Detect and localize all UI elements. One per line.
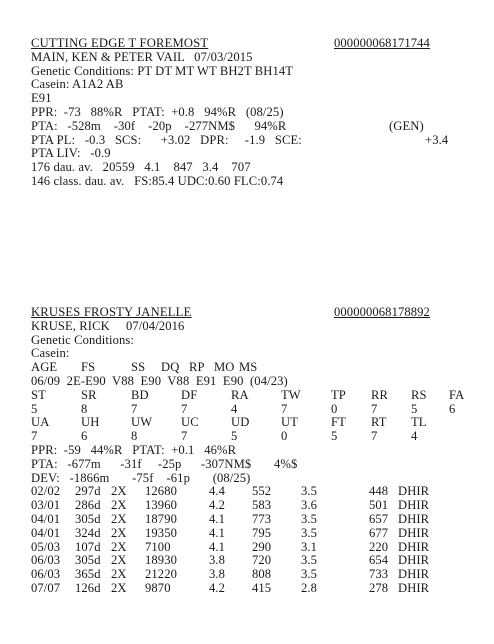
trait-value: 7 xyxy=(281,401,288,416)
pta-gen-label: (GEN) xyxy=(389,118,424,133)
lactation-cell: 2X xyxy=(111,580,127,595)
lactation-cell: 3.5 xyxy=(301,553,318,568)
registration-number: 000000068171744 xyxy=(334,36,430,50)
pta-values: PTA: -528m -30f -20p -277NM$ 94%R xyxy=(31,118,287,133)
lactation-cell: 2X xyxy=(111,498,127,513)
trait-label: FT xyxy=(331,415,346,430)
trait-label: TW xyxy=(281,387,301,402)
lactation-cell: DHIR xyxy=(398,484,430,499)
registration-number: 000000068178892 xyxy=(334,305,430,319)
pta-line: PTA: -677m -31f -25p -307NM$ 4%$ xyxy=(31,456,298,471)
trait-value: 0 xyxy=(281,429,288,444)
classification-score: E91 xyxy=(31,91,52,106)
lactation-cell: 3.5 xyxy=(301,525,318,540)
trait-label: UW xyxy=(131,415,153,430)
lactation-cell: 4.1 xyxy=(209,525,226,540)
lactation-cell: 677 xyxy=(369,525,389,540)
lactation-cell: 552 xyxy=(252,484,272,499)
trait-label: FA xyxy=(449,387,465,402)
genetic-conditions: Genetic Conditions: PT DT MT WT BH2T BH14T xyxy=(31,63,294,78)
lactation-cell: 03/01 xyxy=(31,498,61,513)
lactation-cell: DHIR xyxy=(398,567,430,582)
trait-value: 8 xyxy=(81,401,88,416)
class-header-cell: DQ xyxy=(161,360,180,375)
trait-value: 4 xyxy=(231,401,238,416)
lactation-row xyxy=(31,512,451,526)
record-kruses-frosty-janelle xyxy=(31,305,465,595)
class-header-cell: AGE xyxy=(31,360,58,375)
lactation-cell: 21220 xyxy=(145,567,177,582)
lactation-cell: 04/01 xyxy=(31,525,61,540)
lactation-cell: 733 xyxy=(369,567,389,582)
lactation-cell: 7100 xyxy=(145,539,171,554)
trait-value: 7 xyxy=(31,429,38,444)
lactation-row xyxy=(31,567,451,581)
class-header-cell: FS xyxy=(81,360,96,375)
trait-value: 5 xyxy=(411,401,418,416)
trait-label: DF xyxy=(181,387,198,402)
lactation-cell: 3.1 xyxy=(301,539,318,554)
lactation-cell: 365d xyxy=(75,567,101,582)
trait-label: TL xyxy=(411,415,427,430)
trait-value: 0 xyxy=(331,401,338,416)
pta-pl-values: PTA PL: -0.3 SCS: +3.02 DPR: -1.9 SCE: xyxy=(31,132,302,147)
record-header xyxy=(31,36,451,50)
lactation-cell: DHIR xyxy=(398,498,430,513)
sce-value: +3.4 xyxy=(425,132,449,147)
lactation-cell: 2X xyxy=(111,511,127,526)
lactation-cell: DHIR xyxy=(398,511,430,526)
owner-line: KRUSE, RICK 07/04/2016 xyxy=(31,318,185,333)
trait-label: UC xyxy=(181,415,199,430)
lactation-cell: 04/01 xyxy=(31,511,61,526)
lactation-cell: 305d xyxy=(75,511,101,526)
trait-value: 7 xyxy=(181,429,188,444)
linear-traits-values-1 xyxy=(31,401,456,416)
classification-values: 06/09 2E-E90 V88 E90 V88 E91 E90 (04/23) xyxy=(31,373,288,388)
trait-value: 8 xyxy=(131,429,138,444)
lactation-cell: DHIR xyxy=(398,539,430,554)
lactation-cell: 107d xyxy=(75,539,101,554)
classified-daughter-line: 146 class. dau. av. FS:85.4 UDC:0.60 FLC:0.74 xyxy=(31,173,284,188)
ppr-line: PPR: -59 44%R PTAT: +0.1 46%R xyxy=(31,442,237,457)
lactation-row xyxy=(31,581,451,595)
pta-liv-line: PTA LIV: -0.9 xyxy=(31,146,111,161)
lactation-cell: 657 xyxy=(369,511,389,526)
animal-name: CUTTING EDGE T FOREMOST xyxy=(31,36,209,50)
lactation-cell: 286d xyxy=(75,498,101,513)
lactation-cell: 12680 xyxy=(145,484,177,499)
trait-label: RA xyxy=(231,387,249,402)
trait-label: UH xyxy=(81,415,100,430)
lactation-cell: 02/02 xyxy=(31,484,61,499)
class-header-cell: MS xyxy=(239,360,258,375)
trait-label: BD xyxy=(131,387,149,402)
ppr-line: PPR: -73 88%R PTAT: +0.8 94%R (08/25) xyxy=(31,104,284,119)
daughter-average-line: 176 dau. av. 20559 4.1 847 3.4 707 xyxy=(31,160,251,175)
lactation-cell: 2X xyxy=(111,484,127,499)
pta-pl-line xyxy=(31,133,451,147)
lactation-cell: 4.1 xyxy=(209,511,226,526)
trait-label: UD xyxy=(231,415,250,430)
lactation-cell: 2X xyxy=(111,525,127,540)
lactation-cell: 795 xyxy=(252,525,272,540)
trait-value: 5 xyxy=(331,429,338,444)
lactation-cell: DHIR xyxy=(398,553,430,568)
class-header-cell: SS xyxy=(131,360,146,375)
lactation-cell: 18790 xyxy=(145,511,177,526)
trait-label: RS xyxy=(411,387,427,402)
record-cutting-edge-t-foremost xyxy=(31,36,451,188)
lactation-cell: 3.8 xyxy=(209,553,226,568)
lactation-cell: 4.2 xyxy=(209,498,226,513)
lactation-row xyxy=(31,540,451,554)
owner-line: MAIN, KEN & PETER VAIL 07/03/2015 xyxy=(31,49,253,64)
lactation-cell: 654 xyxy=(369,553,389,568)
animal-name: KRUSES FROSTY JANELLE xyxy=(31,305,192,319)
lactation-row xyxy=(31,498,451,512)
trait-label: ST xyxy=(31,387,46,402)
record-header xyxy=(31,305,451,319)
lactation-cell: 324d xyxy=(75,525,101,540)
lactation-cell: 126d xyxy=(75,580,101,595)
lactation-cell: 3.5 xyxy=(301,567,318,582)
lactation-table xyxy=(31,484,451,594)
lactation-cell: DHIR xyxy=(398,525,430,540)
trait-value: 7 xyxy=(371,429,378,444)
trait-label: RT xyxy=(371,415,387,430)
lactation-cell: DHIR xyxy=(398,580,430,595)
trait-value: 6 xyxy=(81,429,88,444)
lactation-cell: 290 xyxy=(252,539,272,554)
classification-header xyxy=(31,360,451,374)
linear-traits-values-2 xyxy=(31,429,451,443)
lactation-cell: 07/07 xyxy=(31,580,61,595)
casein-line: Casein: A1A2 AB xyxy=(31,77,124,92)
lactation-cell: 3.5 xyxy=(301,484,318,499)
trait-label: SR xyxy=(81,387,97,402)
lactation-cell: 220 xyxy=(369,539,389,554)
lactation-cell: 3.8 xyxy=(209,567,226,582)
lactation-cell: 13960 xyxy=(145,498,177,513)
lactation-row xyxy=(31,484,451,498)
trait-value: 7 xyxy=(371,401,378,416)
trait-label: UT xyxy=(281,415,298,430)
lactation-cell: 9870 xyxy=(145,580,171,595)
trait-value: 7 xyxy=(131,401,138,416)
lactation-cell: 06/03 xyxy=(31,553,61,568)
lactation-cell: 2X xyxy=(111,567,127,582)
trait-label: UA xyxy=(31,415,50,430)
dev-line: DEV: -1866m -75f -61p (08/25) xyxy=(31,470,251,485)
trait-value: 7 xyxy=(181,401,188,416)
class-header-cell: MO xyxy=(214,360,235,375)
trait-value: 5 xyxy=(231,429,238,444)
casein-line: Casein: xyxy=(31,346,70,361)
class-header-cell: RP xyxy=(189,360,205,375)
lactation-cell: 448 xyxy=(369,484,389,499)
lactation-cell: 05/03 xyxy=(31,539,61,554)
lactation-cell: 2.8 xyxy=(301,580,318,595)
trait-label: TP xyxy=(331,387,346,402)
trait-value: 4 xyxy=(411,429,418,444)
trait-value: 5 xyxy=(31,401,38,416)
lactation-row xyxy=(31,553,451,567)
lactation-cell: 305d xyxy=(75,553,101,568)
lactation-cell: 2X xyxy=(111,539,127,554)
lactation-cell: 720 xyxy=(252,553,272,568)
lactation-cell: 4.4 xyxy=(209,484,226,499)
lactation-cell: 808 xyxy=(252,567,272,582)
lactation-cell: 4.2 xyxy=(209,580,226,595)
trait-value: 6 xyxy=(449,401,456,416)
lactation-cell: 297d xyxy=(75,484,101,499)
linear-traits-labels-2 xyxy=(31,415,451,429)
lactation-cell: 3.5 xyxy=(301,511,318,526)
lactation-cell: 501 xyxy=(369,498,389,513)
lactation-cell: 415 xyxy=(252,580,272,595)
lactation-cell: 3.6 xyxy=(301,498,318,513)
lactation-cell: 278 xyxy=(369,580,389,595)
trait-label: RR xyxy=(371,387,388,402)
lactation-row xyxy=(31,526,451,540)
lactation-cell: 773 xyxy=(252,511,272,526)
lactation-cell: 19350 xyxy=(145,525,177,540)
lactation-cell: 4.1 xyxy=(209,539,226,554)
lactation-cell: 583 xyxy=(252,498,272,513)
lactation-cell: 18930 xyxy=(145,553,177,568)
lactation-cell: 2X xyxy=(111,553,127,568)
lactation-cell: 06/03 xyxy=(31,567,61,582)
pta-line xyxy=(31,119,451,133)
linear-traits-labels-1 xyxy=(31,387,465,402)
genetic-conditions: Genetic Conditions: xyxy=(31,332,134,347)
